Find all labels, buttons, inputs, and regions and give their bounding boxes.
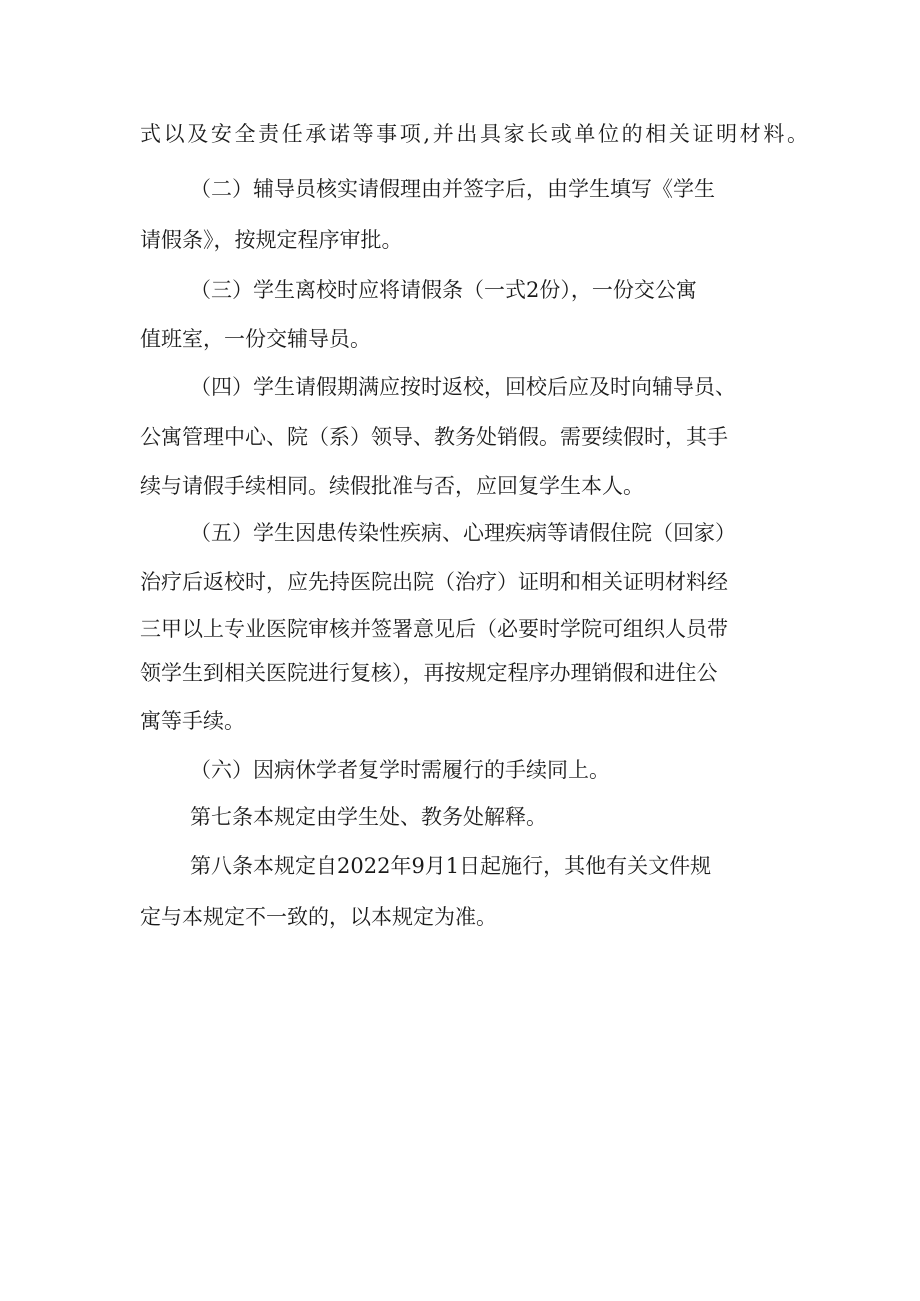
text-line-9: （五）学生因患传染性疾病、心理疾病等请假住院（回家） — [190, 521, 736, 545]
text-line-6: （四）学生请假期满应按时返校，回校后应及时向辅导员、 — [190, 375, 736, 399]
text-line-16: 第八条本规定自2022年9月1日起施行，其他有关文件规 — [190, 854, 712, 878]
text-line-2: （二）辅导员核实请假理由并签字后，由学生填写《学生 — [190, 177, 715, 201]
text-line-3: 请假条》，按规定程序审批。 — [140, 228, 403, 252]
text-line-4: （三）学生离校时应将请假条（一式2份），一份交公寓 — [190, 278, 697, 302]
text-line-5: 值班室，一份交辅导员。 — [140, 327, 371, 351]
text-line-11: 三甲以上专业医院审核并签署意见后（必要时学院可组织人员带 — [140, 617, 728, 641]
text-line-7: 公寓管理中心、院（系）领导、教务处销假。需要续假时，其手 — [140, 425, 728, 449]
text-line-14: （六）因病休学者复学时需履行的手续同上。 — [190, 758, 610, 782]
text-line-1: 式以及安全责任承诺等事项,并出具家长或单位的相关证明材料。 — [140, 122, 808, 146]
text-line-13: 寓等手续。 — [140, 709, 245, 733]
text-line-10: 治疗后返校时，应先持医院出院（治疗）证明和相关证明材料经 — [140, 570, 728, 594]
text-line-15: 第七条本规定由学生处、教务处解释。 — [190, 805, 547, 829]
text-line-17: 定与本规定不一致的，以本规定为准。 — [140, 905, 497, 929]
text-line-12: 领学生到相关医院进行复核），再按规定程序办理销假和进住公 — [140, 661, 718, 685]
text-line-8: 续与请假手续相同。续假批准与否，应回复学生本人。 — [140, 474, 644, 498]
